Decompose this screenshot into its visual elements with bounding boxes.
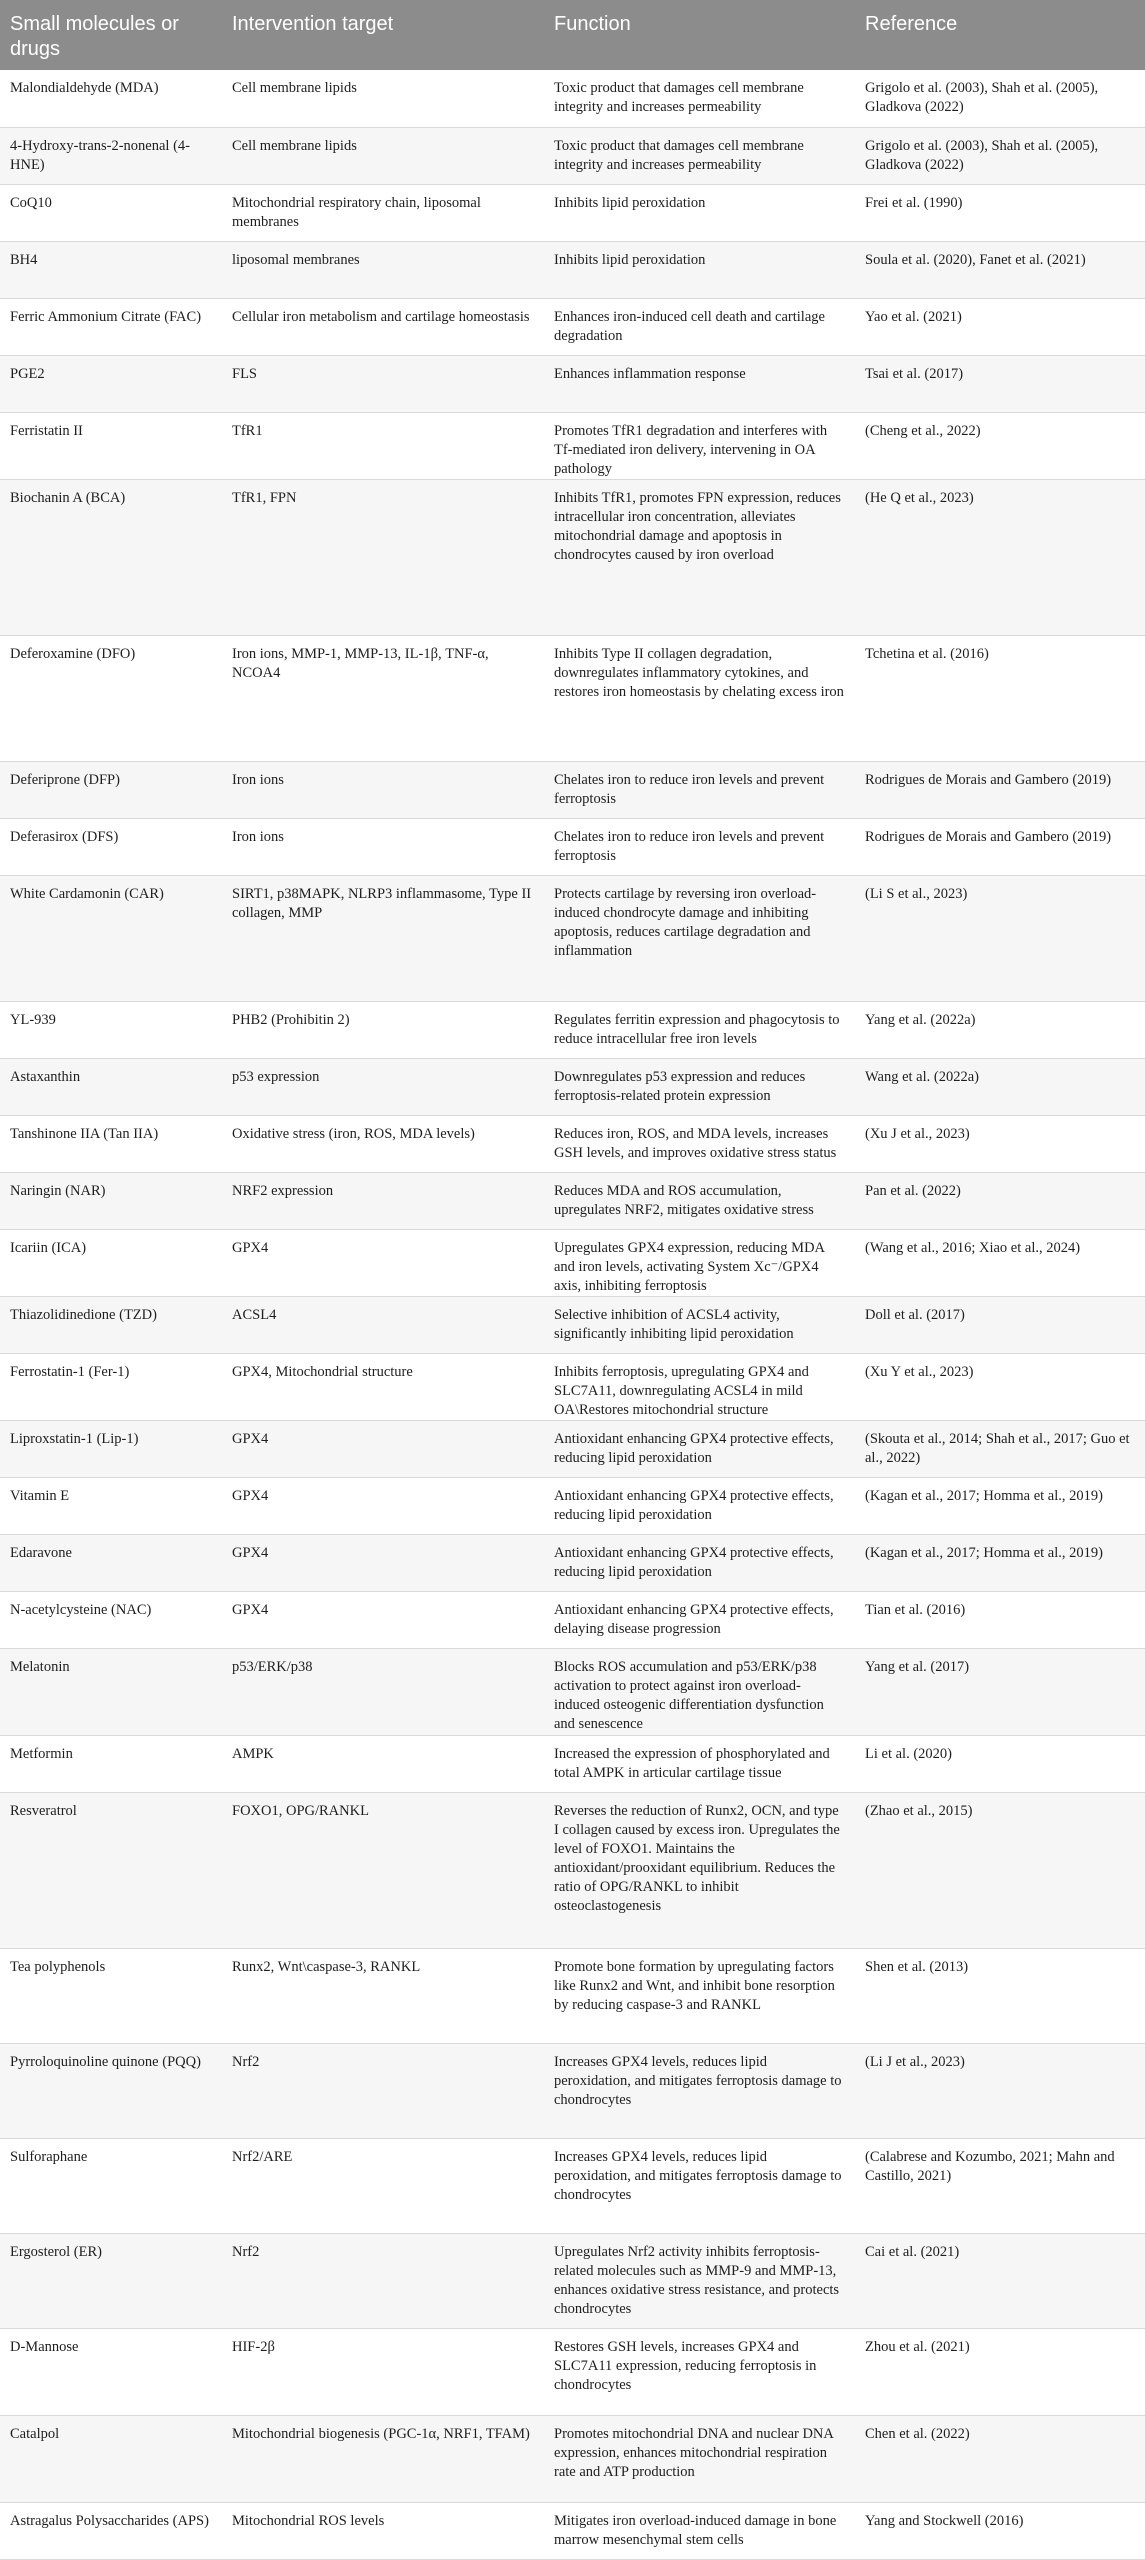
table-row	[0, 1948, 1145, 2043]
intervention-target-cell: Mitochondrial biogenesis (PGC-1α, NRF1, TFAM)	[222, 2415, 544, 2502]
reference-cell: (He Q et al., 2023)	[855, 479, 1145, 635]
intervention-target-cell: PHB2 (Prohibitin 2)	[222, 1001, 544, 1058]
reference-cell: Grigolo et al. (2003), Shah et al. (2005), Gladkova (2022)	[855, 70, 1145, 127]
drug-name-cell: Liproxstatin-1 (Lip-1)	[0, 1420, 222, 1477]
function-cell: Mitigates iron overload-induced damage in bone marrow mesenchymal stem cells	[544, 2502, 855, 2559]
intervention-target-cell: FOXO1, OPG/RANKL	[222, 1792, 544, 1948]
drug-name-cell: Melatonin	[0, 1648, 222, 1735]
table-row	[0, 2138, 1145, 2233]
function-cell: Increased the expression of phosphorylated and total AMPK in articular cartilage tissue	[544, 1735, 855, 1792]
reference-cell: (Li S et al., 2023)	[855, 875, 1145, 1001]
drug-name-cell: Ferrostatin-1 (Fer-1)	[0, 1353, 222, 1420]
drug-name-cell: Resveratrol	[0, 1792, 222, 1948]
table-row	[0, 2415, 1145, 2502]
reference-cell: Grigolo et al. (2003), Shah et al. (2005), Gladkova (2022)	[855, 127, 1145, 184]
table-row	[0, 1172, 1145, 1229]
reference-cell: Wang et al. (2022a)	[855, 1058, 1145, 1115]
intervention-target-cell: GPX4, Mitochondrial structure	[222, 1353, 544, 1420]
reference-cell: (Li J et al., 2023)	[855, 2043, 1145, 2138]
table-row	[0, 2502, 1145, 2559]
drug-name-cell: Tanshinone IIA (Tan IIA)	[0, 1115, 222, 1172]
reference-cell: Rodrigues de Morais and Gambero (2019)	[855, 818, 1145, 875]
drug-name-cell: Icariin (ICA)	[0, 1229, 222, 1296]
function-cell: Promotes mitochondrial DNA and nuclear DNA expression, enhances mitochondrial respiration rate and ATP production	[544, 2415, 855, 2502]
intervention-target-cell: Oxidative stress (iron, ROS, MDA levels)	[222, 1115, 544, 1172]
table-row	[0, 1792, 1145, 1948]
table-row	[0, 184, 1145, 241]
function-cell: Increases GPX4 levels, reduces lipid peroxidation, and mitigates ferroptosis damage to chondrocytes	[544, 2043, 855, 2138]
table-row	[0, 2233, 1145, 2328]
reference-cell: Yang et al. (2022a)	[855, 1001, 1145, 1058]
function-cell: Reduces MDA and ROS accumulation, upregulates NRF2, mitigates oxidative stress	[544, 1172, 855, 1229]
reference-cell: Li et al. (2020)	[855, 1735, 1145, 1792]
reference-cell: Yang and Stockwell (2016)	[855, 2502, 1145, 2559]
table-row	[0, 1115, 1145, 1172]
drug-name-cell: Deferoxamine (DFO)	[0, 635, 222, 761]
table-row	[0, 2328, 1145, 2415]
drug-name-cell: YL-939	[0, 1001, 222, 1058]
intervention-target-cell: GPX4	[222, 1229, 544, 1296]
table-row	[0, 1648, 1145, 1735]
intervention-target-cell: GPX4	[222, 1591, 544, 1648]
drug-name-cell: Catalpol	[0, 2415, 222, 2502]
table-row	[0, 241, 1145, 298]
intervention-target-cell: FLS	[222, 355, 544, 412]
function-cell: Inhibits Type II collagen degradation, downregulates inflammatory cytokines, and restores iron homeostasis by chelating excess iron	[544, 635, 855, 761]
header-intervention-target: Intervention target	[232, 13, 394, 35]
function-cell: Enhances iron-induced cell death and cartilage degradation	[544, 298, 855, 355]
table-row	[0, 298, 1145, 355]
reference-cell: (Zhao et al., 2015)	[855, 1792, 1145, 1948]
function-cell: Regulates ferritin expression and phagocytosis to reduce intracellular free iron levels	[544, 1001, 855, 1058]
table-row	[0, 1591, 1145, 1648]
intervention-target-cell: Mitochondrial ROS levels	[222, 2502, 544, 2559]
reference-cell: Cai et al. (2021)	[855, 2233, 1145, 2328]
reference-cell: Tian et al. (2016)	[855, 1591, 1145, 1648]
intervention-target-cell: GPX4	[222, 1420, 544, 1477]
table-row	[0, 1477, 1145, 1534]
reference-cell: Pan et al. (2022)	[855, 1172, 1145, 1229]
drug-name-cell: Ferric Ammonium Citrate (FAC)	[0, 298, 222, 355]
drug-name-cell: Biochanin A (BCA)	[0, 479, 222, 635]
reference-cell: (Calabrese and Kozumbo, 2021; Mahn and Castillo, 2021)	[855, 2138, 1145, 2233]
reference-cell: (Cheng et al., 2022)	[855, 412, 1145, 479]
intervention-target-cell: Iron ions	[222, 818, 544, 875]
reference-cell: (Skouta et al., 2014; Shah et al., 2017; Guo et al., 2022)	[855, 1420, 1145, 1477]
table-row	[0, 635, 1145, 761]
function-cell: Upregulates Nrf2 activity inhibits ferroptosis-related molecules such as MMP-9 and MMP-13, enhances oxidative stress resistance, and protects chondrocytes	[544, 2233, 855, 2328]
drug-name-cell: Deferiprone (DFP)	[0, 761, 222, 818]
table-row	[0, 412, 1145, 479]
reference-cell: Tsai et al. (2017)	[855, 355, 1145, 412]
function-cell: Inhibits ferroptosis, upregulating GPX4 and SLC7A11, downregulating ACSL4 in mild OA\Restores mitochondrial structure	[544, 1353, 855, 1420]
function-cell: Toxic product that damages cell membrane integrity and increases permeability	[544, 127, 855, 184]
intervention-target-cell: Cell membrane lipids	[222, 127, 544, 184]
drug-name-cell: Metformin	[0, 1735, 222, 1792]
reference-cell: (Xu Y et al., 2023)	[855, 1353, 1145, 1420]
intervention-target-cell: Nrf2	[222, 2043, 544, 2138]
table-row	[0, 1296, 1145, 1353]
drug-name-cell: Thiazolidinedione (TZD)	[0, 1296, 222, 1353]
intervention-target-cell: Nrf2/ARE	[222, 2138, 544, 2233]
reference-cell: (Kagan et al., 2017; Homma et al., 2019)	[855, 1477, 1145, 1534]
header-function: Function	[554, 13, 631, 35]
drug-name-cell: CoQ10	[0, 184, 222, 241]
intervention-target-cell: Cell membrane lipids	[222, 70, 544, 127]
function-cell: Chelates iron to reduce iron levels and prevent ferroptosis	[544, 761, 855, 818]
drug-name-cell: BH4	[0, 241, 222, 298]
intervention-target-cell: TfR1, FPN	[222, 479, 544, 635]
table-row	[0, 1058, 1145, 1115]
table-row	[0, 127, 1145, 184]
function-cell: Increases GPX4 levels, reduces lipid peroxidation, and mitigates ferroptosis damage to chondrocytes	[544, 2138, 855, 2233]
drug-name-cell: Tea polyphenols	[0, 1948, 222, 2043]
table-row	[0, 1534, 1145, 1591]
table-row	[0, 818, 1145, 875]
function-cell: Protects cartilage by reversing iron overload-induced chondrocyte damage and inhibiting apoptosis, reduces cartilage degradation and inflammation	[544, 875, 855, 1001]
reference-cell: Soula et al. (2020), Fanet et al. (2021)	[855, 241, 1145, 298]
drug-name-cell: Ergosterol (ER)	[0, 2233, 222, 2328]
function-cell: Toxic product that damages cell membrane integrity and increases permeability	[544, 70, 855, 127]
function-cell: Enhances inflammation response	[544, 355, 855, 412]
function-cell: Selective inhibition of ACSL4 activity, significantly inhibiting lipid peroxidation	[544, 1296, 855, 1353]
table-row	[0, 1001, 1145, 1058]
reference-cell: Rodrigues de Morais and Gambero (2019)	[855, 761, 1145, 818]
table-row	[0, 70, 1145, 127]
reference-cell: Doll et al. (2017)	[855, 1296, 1145, 1353]
intervention-target-cell: Runx2, Wnt\caspase-3, RANKL	[222, 1948, 544, 2043]
drug-name-cell: Ferristatin II	[0, 412, 222, 479]
drug-name-cell: White Cardamonin (CAR)	[0, 875, 222, 1001]
function-cell: Chelates iron to reduce iron levels and prevent ferroptosis	[544, 818, 855, 875]
function-cell: Antioxidant enhancing GPX4 protective effects, reducing lipid peroxidation	[544, 1477, 855, 1534]
table-row	[0, 479, 1145, 635]
reference-cell: Shen et al. (2013)	[855, 1948, 1145, 2043]
intervention-target-cell: p53 expression	[222, 1058, 544, 1115]
function-cell: Reverses the reduction of Runx2, OCN, and type I collagen caused by excess iron. Upregulates the level of FOXO1. Maintains the antioxidant/prooxidant equilibrium. Reduces the ratio of OPG/RANKL to inhibit osteoclastogenesis	[544, 1792, 855, 1948]
drug-name-cell: Naringin (NAR)	[0, 1172, 222, 1229]
table-row	[0, 761, 1145, 818]
reference-cell: Tchetina et al. (2016)	[855, 635, 1145, 761]
function-cell: Promote bone formation by upregulating factors like Runx2 and Wnt, and inhibit bone resorption by reducing caspase-3 and RANKL	[544, 1948, 855, 2043]
intervention-target-cell: Iron ions, MMP-1, MMP-13, IL-1β, TNF-α, NCOA4	[222, 635, 544, 761]
intervention-target-cell: GPX4	[222, 1477, 544, 1534]
function-cell: Antioxidant enhancing GPX4 protective effects, reducing lipid peroxidation	[544, 1420, 855, 1477]
table-header-row	[0, 0, 1145, 70]
table-row	[0, 2043, 1145, 2138]
drug-name-cell: Vitamin E	[0, 1477, 222, 1534]
header-small-molecules: Small molecules or drugs	[10, 13, 179, 60]
reference-cell: Chen et al. (2022)	[855, 2415, 1145, 2502]
drug-name-cell: Edaravone	[0, 1534, 222, 1591]
drug-name-cell: N-acetylcysteine (NAC)	[0, 1591, 222, 1648]
drug-name-cell: Malondialdehyde (MDA)	[0, 70, 222, 127]
reference-cell: Frei et al. (1990)	[855, 184, 1145, 241]
header-reference: Reference	[865, 13, 958, 35]
table-row	[0, 875, 1145, 1001]
function-cell: Inhibits lipid peroxidation	[544, 241, 855, 298]
function-cell: Promotes TfR1 degradation and interferes with Tf-mediated iron delivery, intervening in OA pathology	[544, 412, 855, 479]
intervention-target-cell: AMPK	[222, 1735, 544, 1792]
intervention-target-cell: Mitochondrial respiratory chain, liposomal membranes	[222, 184, 544, 241]
intervention-target-cell: GPX4	[222, 1534, 544, 1591]
function-cell: Antioxidant enhancing GPX4 protective effects, delaying disease progression	[544, 1591, 855, 1648]
function-cell: Restores GSH levels, increases GPX4 and SLC7A11 expression, reducing ferroptosis in chondrocytes	[544, 2328, 855, 2415]
reference-cell: (Xu J et al., 2023)	[855, 1115, 1145, 1172]
intervention-target-cell: NRF2 expression	[222, 1172, 544, 1229]
intervention-target-cell: Nrf2	[222, 2233, 544, 2328]
intervention-target-cell: TfR1	[222, 412, 544, 479]
reference-cell: (Wang et al., 2016; Xiao et al., 2024)	[855, 1229, 1145, 1296]
function-cell: Antioxidant enhancing GPX4 protective effects, reducing lipid peroxidation	[544, 1534, 855, 1591]
drug-name-cell: PGE2	[0, 355, 222, 412]
intervention-target-cell: ACSL4	[222, 1296, 544, 1353]
drug-name-cell: Astaxanthin	[0, 1058, 222, 1115]
intervention-target-cell: p53/ERK/p38	[222, 1648, 544, 1735]
function-cell: Inhibits TfR1, promotes FPN expression, reduces intracellular iron concentration, alleviates mitochondrial damage and apoptosis in chondrocytes caused by iron overload	[544, 479, 855, 635]
intervention-target-cell: liposomal membranes	[222, 241, 544, 298]
table-row	[0, 355, 1145, 412]
table-row	[0, 1353, 1145, 1420]
reference-cell: (Kagan et al., 2017; Homma et al., 2019)	[855, 1534, 1145, 1591]
function-cell: Blocks ROS accumulation and p53/ERK/p38 activation to protect against iron overload-induced osteogenic differentiation dysfunction and senescence	[544, 1648, 855, 1735]
function-cell: Downregulates p53 expression and reduces ferroptosis-related protein expression	[544, 1058, 855, 1115]
intervention-target-cell: Iron ions	[222, 761, 544, 818]
intervention-target-cell: Cellular iron metabolism and cartilage homeostasis	[222, 298, 544, 355]
function-cell: Inhibits lipid peroxidation	[544, 184, 855, 241]
drug-name-cell: Deferasirox (DFS)	[0, 818, 222, 875]
function-cell: Reduces iron, ROS, and MDA levels, increases GSH levels, and improves oxidative stress status	[544, 1115, 855, 1172]
table-row	[0, 1420, 1145, 1477]
drug-name-cell: D-Mannose	[0, 2328, 222, 2415]
intervention-target-cell: HIF-2β	[222, 2328, 544, 2415]
drug-name-cell: Astragalus Polysaccharides (APS)	[0, 2502, 222, 2559]
reference-cell: Zhou et al. (2021)	[855, 2328, 1145, 2415]
reference-cell: Yang et al. (2017)	[855, 1648, 1145, 1735]
drug-name-cell: Sulforaphane	[0, 2138, 222, 2233]
drug-name-cell: Pyrroloquinoline quinone (PQQ)	[0, 2043, 222, 2138]
table-row	[0, 1229, 1145, 1296]
table-row	[0, 1735, 1145, 1792]
function-cell: Upregulates GPX4 expression, reducing MDA and iron levels, activating System Xc⁻/GPX4 axis, inhibiting ferroptosis	[544, 1229, 855, 1296]
reference-cell: Yao et al. (2021)	[855, 298, 1145, 355]
drug-name-cell: 4-Hydroxy-trans-2-nonenal (4-HNE)	[0, 127, 222, 184]
intervention-target-cell: SIRT1, p38MAPK, NLRP3 inflammasome, Type II collagen, MMP	[222, 875, 544, 1001]
